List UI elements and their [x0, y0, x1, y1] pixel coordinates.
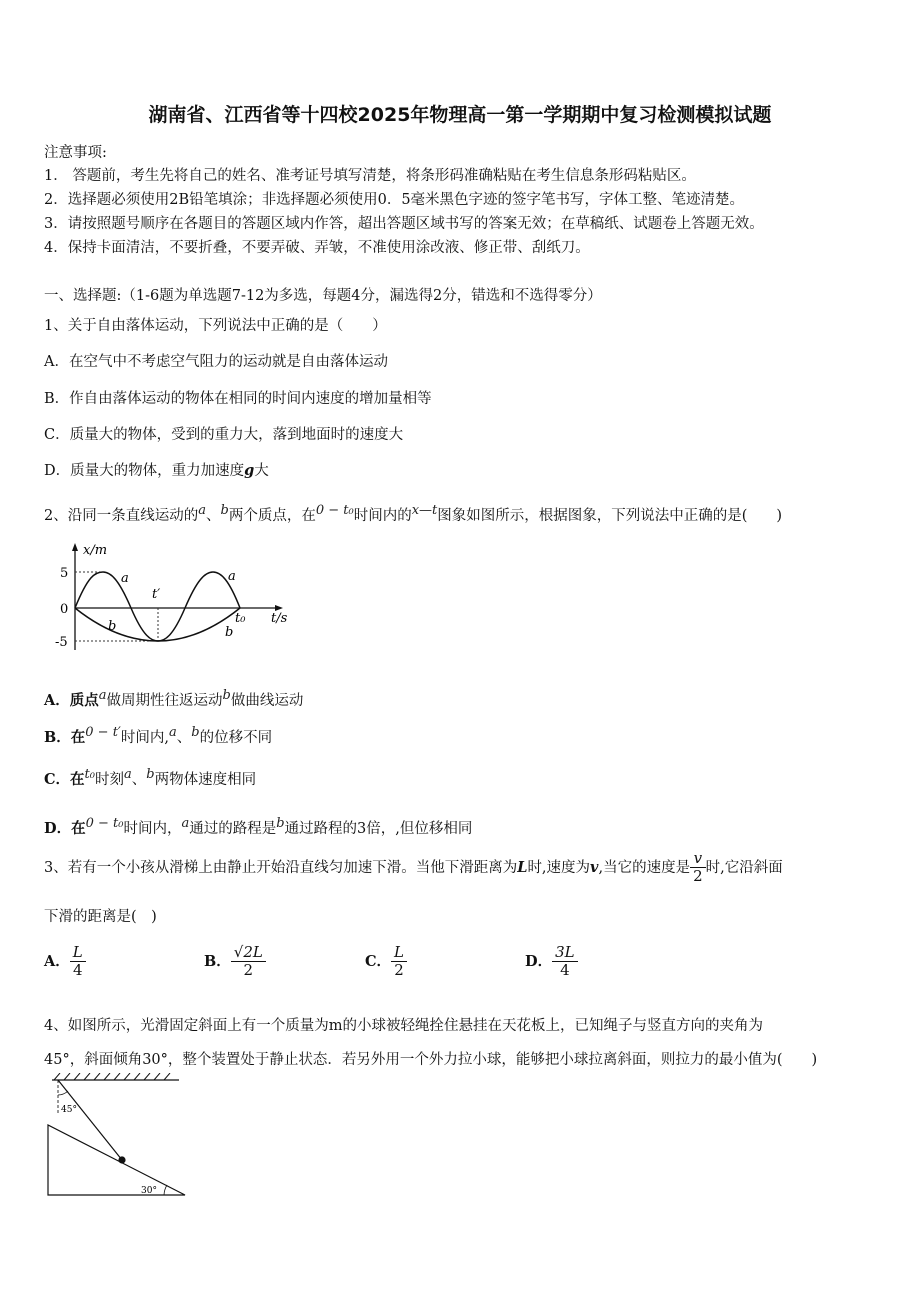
q2-stem-part3: 两个质点，在	[228, 507, 316, 524]
symbol-L: L	[517, 858, 528, 876]
q4-stem-line2: 45°，斜面倾角30°，整个装置处于静止状态．若另外用一个外力拉小球，能够把小球拉离斜面，则拉力的最小值为( )	[44, 1052, 818, 1068]
label-t0: t₀	[235, 611, 246, 626]
q3-stem-part3: ,当它的速度是	[598, 859, 691, 876]
q2-option-b	[44, 725, 272, 747]
tick-5: 5	[60, 566, 69, 581]
symbol-a: a	[123, 767, 132, 782]
frac-numerator: v	[690, 850, 706, 868]
curve-a	[75, 572, 240, 641]
q1-stem: 1、关于自由落体运动，下列说法中正确的是（ ）	[44, 318, 387, 334]
q3-option-b	[204, 944, 266, 980]
frac-numerator: L	[391, 944, 407, 962]
option-label: C．	[365, 952, 392, 970]
fraction	[70, 944, 86, 980]
frac-denominator: 2	[394, 961, 404, 980]
section-heading: 一、选择题:（1-6题为单选题7-12为多选，每题4分，漏选得2分，错选和不选得零分）	[44, 288, 602, 304]
q2-stem-part5: 图象如图所示，根据图象，下列说法中正确的是( )	[437, 507, 783, 524]
q2-d-p1: D．在	[44, 819, 86, 837]
frac-numerator: L	[70, 944, 86, 962]
option-label: B．	[204, 952, 231, 970]
incline-triangle	[48, 1125, 185, 1195]
q2-d-p2: 时间内，	[123, 820, 182, 837]
fraction	[231, 944, 266, 980]
q2-b-p4: 的位移不同	[199, 729, 273, 746]
symbol-b: b	[220, 503, 229, 518]
rope	[58, 1080, 122, 1160]
symbol-b: b	[276, 816, 285, 831]
q2-a-p1: A．质点	[44, 691, 99, 709]
notice-item-4: 4．保持卡面清洁，不要折叠，不要弄破、弄皱，不准使用涂改液、修正带、刮纸刀。	[44, 240, 590, 256]
q3-stem-part4: 时,它沿斜面	[705, 859, 783, 876]
q2-option-d	[44, 816, 472, 838]
q3-stem-line2: 下滑的距离是( )	[44, 909, 157, 925]
q2-a-p2: 做周期性往返运动	[106, 692, 223, 709]
fraction	[552, 944, 578, 980]
q2-d-p3: 通过的路程是	[189, 820, 277, 837]
frac-denominator: 4	[560, 961, 570, 980]
symbol-b: b	[146, 767, 155, 782]
q2-c-p1: C．在	[44, 770, 85, 788]
label-a-1: a	[121, 571, 129, 586]
symbol-a: a	[198, 503, 206, 518]
frac-denominator: 4	[72, 961, 83, 980]
fraction-v-over-2	[690, 850, 706, 886]
q3-stem-part2: 时,速度为	[527, 859, 591, 876]
q1-option-d	[44, 459, 269, 480]
q2-stem-part4: 时间内的	[353, 507, 412, 524]
q2-xt-graph	[55, 540, 305, 655]
tick-0: 0	[60, 602, 69, 617]
q2-option-c	[44, 767, 256, 789]
angle-45-label: 45°	[61, 1105, 77, 1115]
symbol-t0: t₀	[84, 767, 95, 782]
q3-option-c	[365, 944, 407, 980]
option-label: D．	[525, 952, 553, 970]
y-axis-label: x/m	[83, 543, 108, 558]
q3-stem	[44, 850, 783, 886]
q1-option-a: A．在空气中不考虑空气阻力的运动就是自由落体运动	[44, 354, 388, 370]
q2-c-p4: 两物体速度相同	[154, 771, 257, 788]
x-axis-label: t/s	[271, 611, 288, 626]
q4-incline-figure	[44, 1073, 194, 1201]
notice-item-2: 2．选择题必须使用2B铅笔填涂；非选择题必须使用0．5毫米黑色字迹的签字笔书写，字体工整、笔迹清楚。	[44, 192, 745, 208]
ball	[118, 1156, 125, 1163]
q1-option-c: C．质量大的物体，受到的重力大，落到地面时的速度大	[44, 427, 404, 443]
q2-option-a	[44, 688, 303, 710]
notice-item-1: 1． 答题前，考生先将自己的姓名、准考证号填写清楚，将条形码准确粘贴在考生信息条形码粘贴区。	[44, 168, 696, 184]
q1-option-b: B．作自由落体运动的物体在相同的时间内速度的增加量相等	[44, 391, 432, 407]
fraction	[391, 944, 407, 980]
xt-label: x—t	[411, 503, 438, 518]
q1-option-d-suffix: 大	[254, 463, 269, 479]
q2-b-p2: 时间内,	[120, 729, 169, 746]
q2-stem-part2: 、	[206, 507, 221, 524]
symbol-v: v	[590, 858, 599, 876]
y-axis-arrow	[72, 543, 78, 551]
frac-numerator: 3L	[552, 944, 578, 962]
frac-numerator: √2L	[231, 944, 266, 962]
angle-arc-30	[164, 1185, 167, 1195]
q3-option-d	[525, 944, 578, 980]
symbol-b: b	[191, 725, 200, 740]
symbol-a: a	[181, 816, 190, 831]
q3-stem-part1: 3、若有一个小孩从滑梯上由静止开始沿直线匀加速下滑。当他下滑距离为	[44, 859, 518, 876]
tick-minus5: -5	[55, 635, 68, 650]
frac-denominator: 2	[693, 867, 703, 886]
q3-option-a	[44, 944, 86, 980]
angle-arc-45	[58, 1091, 68, 1095]
q2-a-p3: 做曲线运动	[230, 692, 304, 709]
q2-b-p3: 、	[176, 729, 192, 746]
q2-c-p3: 、	[131, 771, 147, 788]
option-label: A．	[44, 952, 70, 970]
notice-item-3: 3．请按照题号顺序在各题目的答题区域内作答，超出答题区域书写的答案无效；在草稿纸、试题卷上答题无效。	[44, 216, 764, 232]
ceiling-hatching	[54, 1073, 170, 1080]
notice-heading: 注意事项:	[44, 145, 107, 161]
q2-stem	[44, 503, 782, 525]
time-range: 0 − t′	[85, 725, 121, 740]
label-tprime: t′	[152, 587, 161, 602]
q2-d-p4: 通过路程的3倍，,但位移相同	[284, 820, 473, 837]
q2-c-p2: 时刻	[94, 771, 124, 788]
symbol-a: a	[168, 725, 177, 740]
time-range: 0 − t₀	[315, 503, 354, 518]
angle-30-label: 30°	[141, 1186, 157, 1196]
label-a-2: a	[228, 569, 236, 584]
symbol-a: a	[98, 688, 107, 703]
symbol-g: g	[244, 462, 255, 479]
q1-option-d-prefix: D．质量大的物体，重力加速度	[44, 463, 245, 479]
q2-b-p1: B．在	[44, 728, 86, 746]
time-range: 0 − t₀	[85, 816, 124, 831]
exam-title: 湖南省、江西省等十四校2025年物理高一第一学期期中复习检测模拟试题	[148, 104, 772, 126]
symbol-b: b	[222, 688, 231, 703]
frac-denominator: 2	[243, 961, 254, 980]
label-b-2: b	[225, 625, 234, 640]
q2-stem-part1: 2、沿同一条直线运动的	[44, 507, 199, 524]
q4-stem-line1: 4、如图所示，光滑固定斜面上有一个质量为m的小球被轻绳拴住悬挂在天花板上，已知绳子与竖直方向的夹角为	[44, 1018, 763, 1034]
label-b-1: b	[108, 619, 117, 634]
